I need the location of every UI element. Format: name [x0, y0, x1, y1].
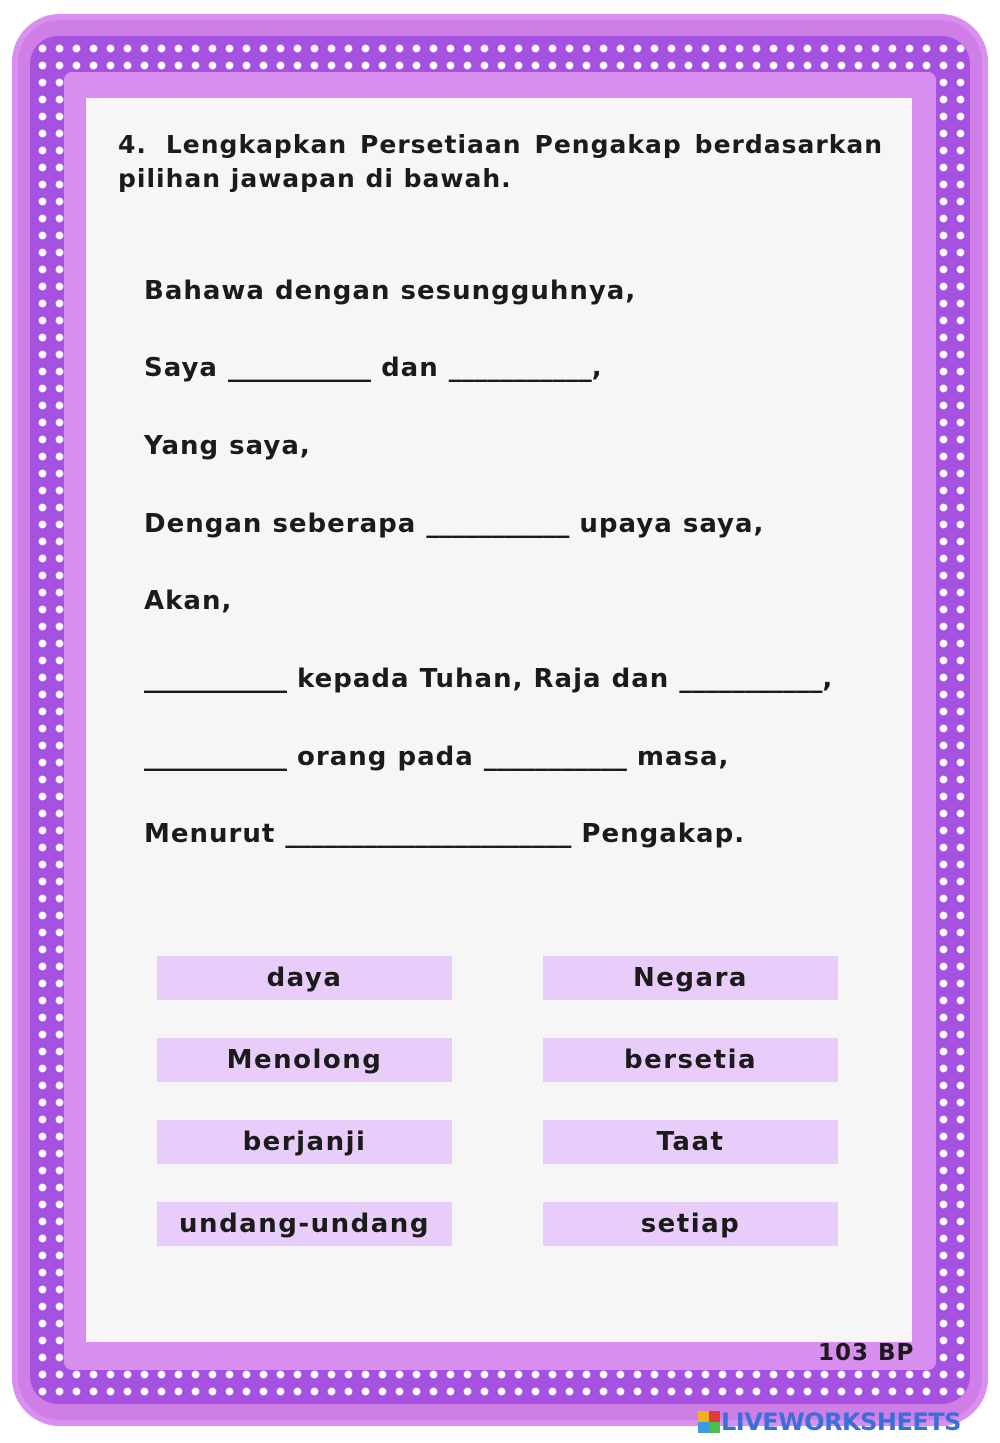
answer-blank[interactable]: ___________: [679, 664, 823, 694]
liveworksheets-brand[interactable]: [698, 1406, 961, 1438]
option-berjanji[interactable]: berjanji: [157, 1120, 452, 1164]
question-instruction: [118, 128, 883, 196]
option-taat[interactable]: Taat: [543, 1120, 838, 1164]
answer-blank[interactable]: ___________: [483, 742, 627, 772]
option-daya[interactable]: daya: [157, 956, 452, 1000]
poem-line-1: [144, 276, 636, 306]
question-text: Lengkapkan Persetiaan Pengakap berdasarkan pilihan jawapan di bawah.: [118, 130, 883, 193]
poem-text: kepada Tuhan, Raja dan: [287, 664, 680, 694]
answer-blank[interactable]: ___________: [144, 664, 287, 694]
poem-text: orang pada: [287, 742, 484, 772]
poem-text: dan: [371, 353, 449, 383]
page-code: 103 BP: [818, 1340, 915, 1366]
liveworksheets-logo-icon: [698, 1411, 720, 1433]
option-menolong[interactable]: Menolong: [157, 1038, 452, 1082]
poem-text: Menurut: [144, 819, 286, 849]
poem-line-6: [144, 664, 833, 694]
brand-name: LIVEWORKSHEETS: [721, 1408, 961, 1436]
option-negara[interactable]: Negara: [543, 956, 838, 1000]
poem-text: Saya: [144, 353, 229, 383]
poem-line-5: [144, 586, 232, 616]
poem-text: Pengakap.: [571, 819, 746, 849]
poem-text: Akan,: [144, 586, 233, 616]
poem-line-7: [144, 742, 729, 772]
poem-text: Yang saya,: [144, 431, 311, 461]
poem-line-3: [144, 431, 311, 461]
answer-blank[interactable]: ___________: [144, 742, 287, 772]
poem-line-4: [144, 509, 764, 539]
poem-line-2: [144, 353, 603, 383]
answer-blank[interactable]: ___________: [448, 353, 592, 383]
poem-text: ,: [822, 664, 834, 694]
answer-blank[interactable]: ______________________: [285, 819, 572, 849]
option-bersetia[interactable]: bersetia: [543, 1038, 838, 1082]
poem-text: Dengan seberapa: [144, 509, 427, 539]
option-setiap[interactable]: setiap: [543, 1202, 838, 1246]
poem-text: masa,: [626, 742, 730, 772]
answer-blank[interactable]: ___________: [426, 509, 570, 539]
option-undang-undang[interactable]: undang-undang: [157, 1202, 452, 1246]
poem-text: Bahawa dengan sesungguhnya,: [144, 276, 637, 306]
poem-line-8: [144, 819, 745, 849]
question-number: 4.: [118, 130, 147, 159]
poem-text: ,: [591, 353, 603, 383]
answer-blank[interactable]: ___________: [228, 353, 372, 383]
poem-text: upaya saya,: [569, 509, 765, 539]
